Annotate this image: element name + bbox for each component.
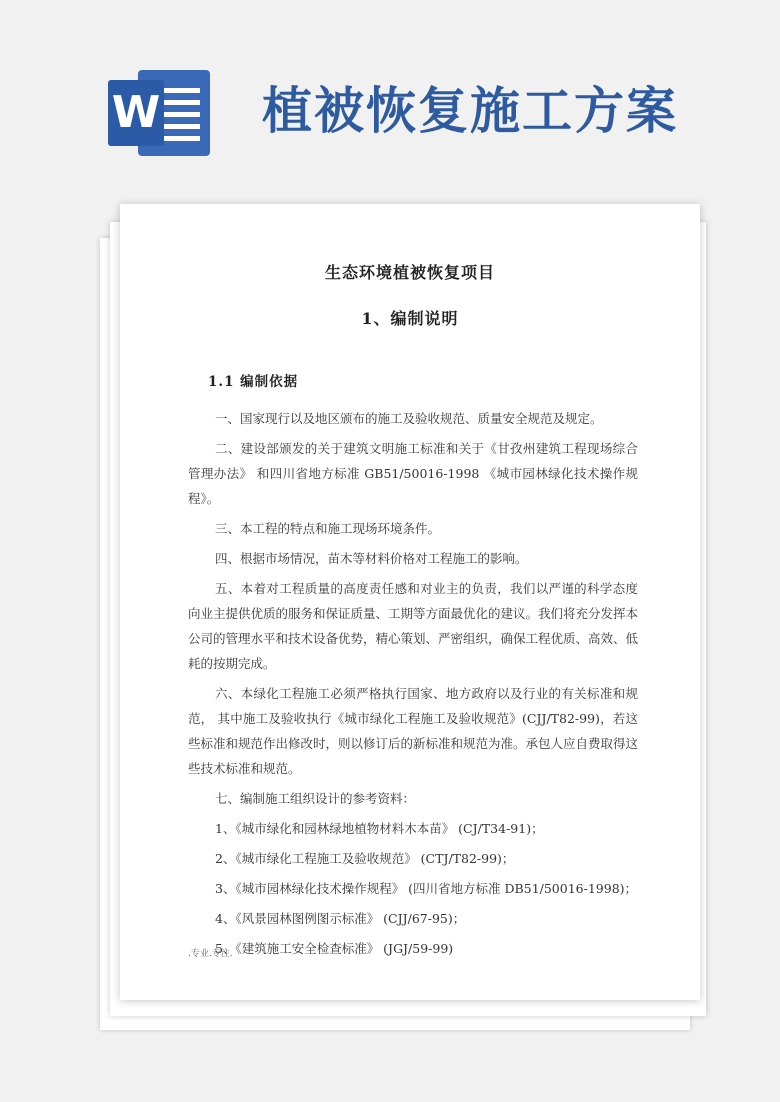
reference-item: 5、《建筑施工安全检查标准》 (JGJ/59-99) <box>215 941 454 956</box>
reference-item: 3、《城市园林绿化技术操作规程》 (四川省地方标准 DB51/50016-1998)； <box>215 881 638 896</box>
reference-item: 4、《风景园林图例图示标准》 (CJJ/67-95)； <box>215 911 466 926</box>
document-body <box>188 406 638 966</box>
reference-item: 2、《城市绿化工程施工及验收规范》 (CTJ/T82-99)； <box>215 851 515 866</box>
banner-title: 植被恢复施工方案 <box>262 82 678 140</box>
word-document-icon <box>108 70 210 156</box>
word-icon-lines <box>160 88 200 148</box>
paragraph: 二、建设部颁发的关于建筑文明施工标准和关于《甘孜州建筑工程现场综合管理办法》 和四川省地方标准 GB51/50016-1998 《城市园林绿化技术操作规程》。 <box>188 441 638 506</box>
section-heading: 1、编制说明 <box>361 309 459 328</box>
document-page <box>120 204 700 1000</box>
paragraph: 五、本着对工程质量的高度责任感和对业主的负责，我们以严谨的科学态度向业主提供优质的服务和保证质量、工期等方面最优化的建议。我们将充分发挥本公司的管理水平和技术设备优势，精心策划、严密组织，确保工程优质、高效、低耗的按期完成。 <box>188 581 639 671</box>
paragraph: 一、国家现行以及地区颁布的施工及验收规范、质量安全规范及规定。 <box>215 411 603 426</box>
reference-item: 1、《城市绿化和园林绿地植物材料木本苗》 (CJ/T34-91)； <box>215 821 544 836</box>
page-footer: .专业.专注. <box>188 949 233 959</box>
paragraph: 六、本绿化工程施工必须严格执行国家、地方政府以及行业的有关标准和规范， 其中施工及验收执行《城市绿化工程施工及验收规范》(CJJ/T82-99)，若这些标准和规范作出修改时，则以修订后的新标准和规范为准。承包人应自费取得这些技术标准和规范。 <box>188 686 639 776</box>
paragraph: 三、本工程的特点和施工现场环境条件。 <box>215 521 441 536</box>
paragraph: 七、编制施工组织设计的参考资料： <box>215 791 416 806</box>
subsection-heading: 1.1 编制依据 <box>208 374 299 390</box>
document-title: 生态环境植被恢复项目 <box>324 263 495 282</box>
paragraph: 四、根据市场情况，苗木等材料价格对工程施工的影响。 <box>215 551 528 566</box>
header-banner <box>0 0 780 190</box>
word-icon-letter: W <box>108 80 164 146</box>
